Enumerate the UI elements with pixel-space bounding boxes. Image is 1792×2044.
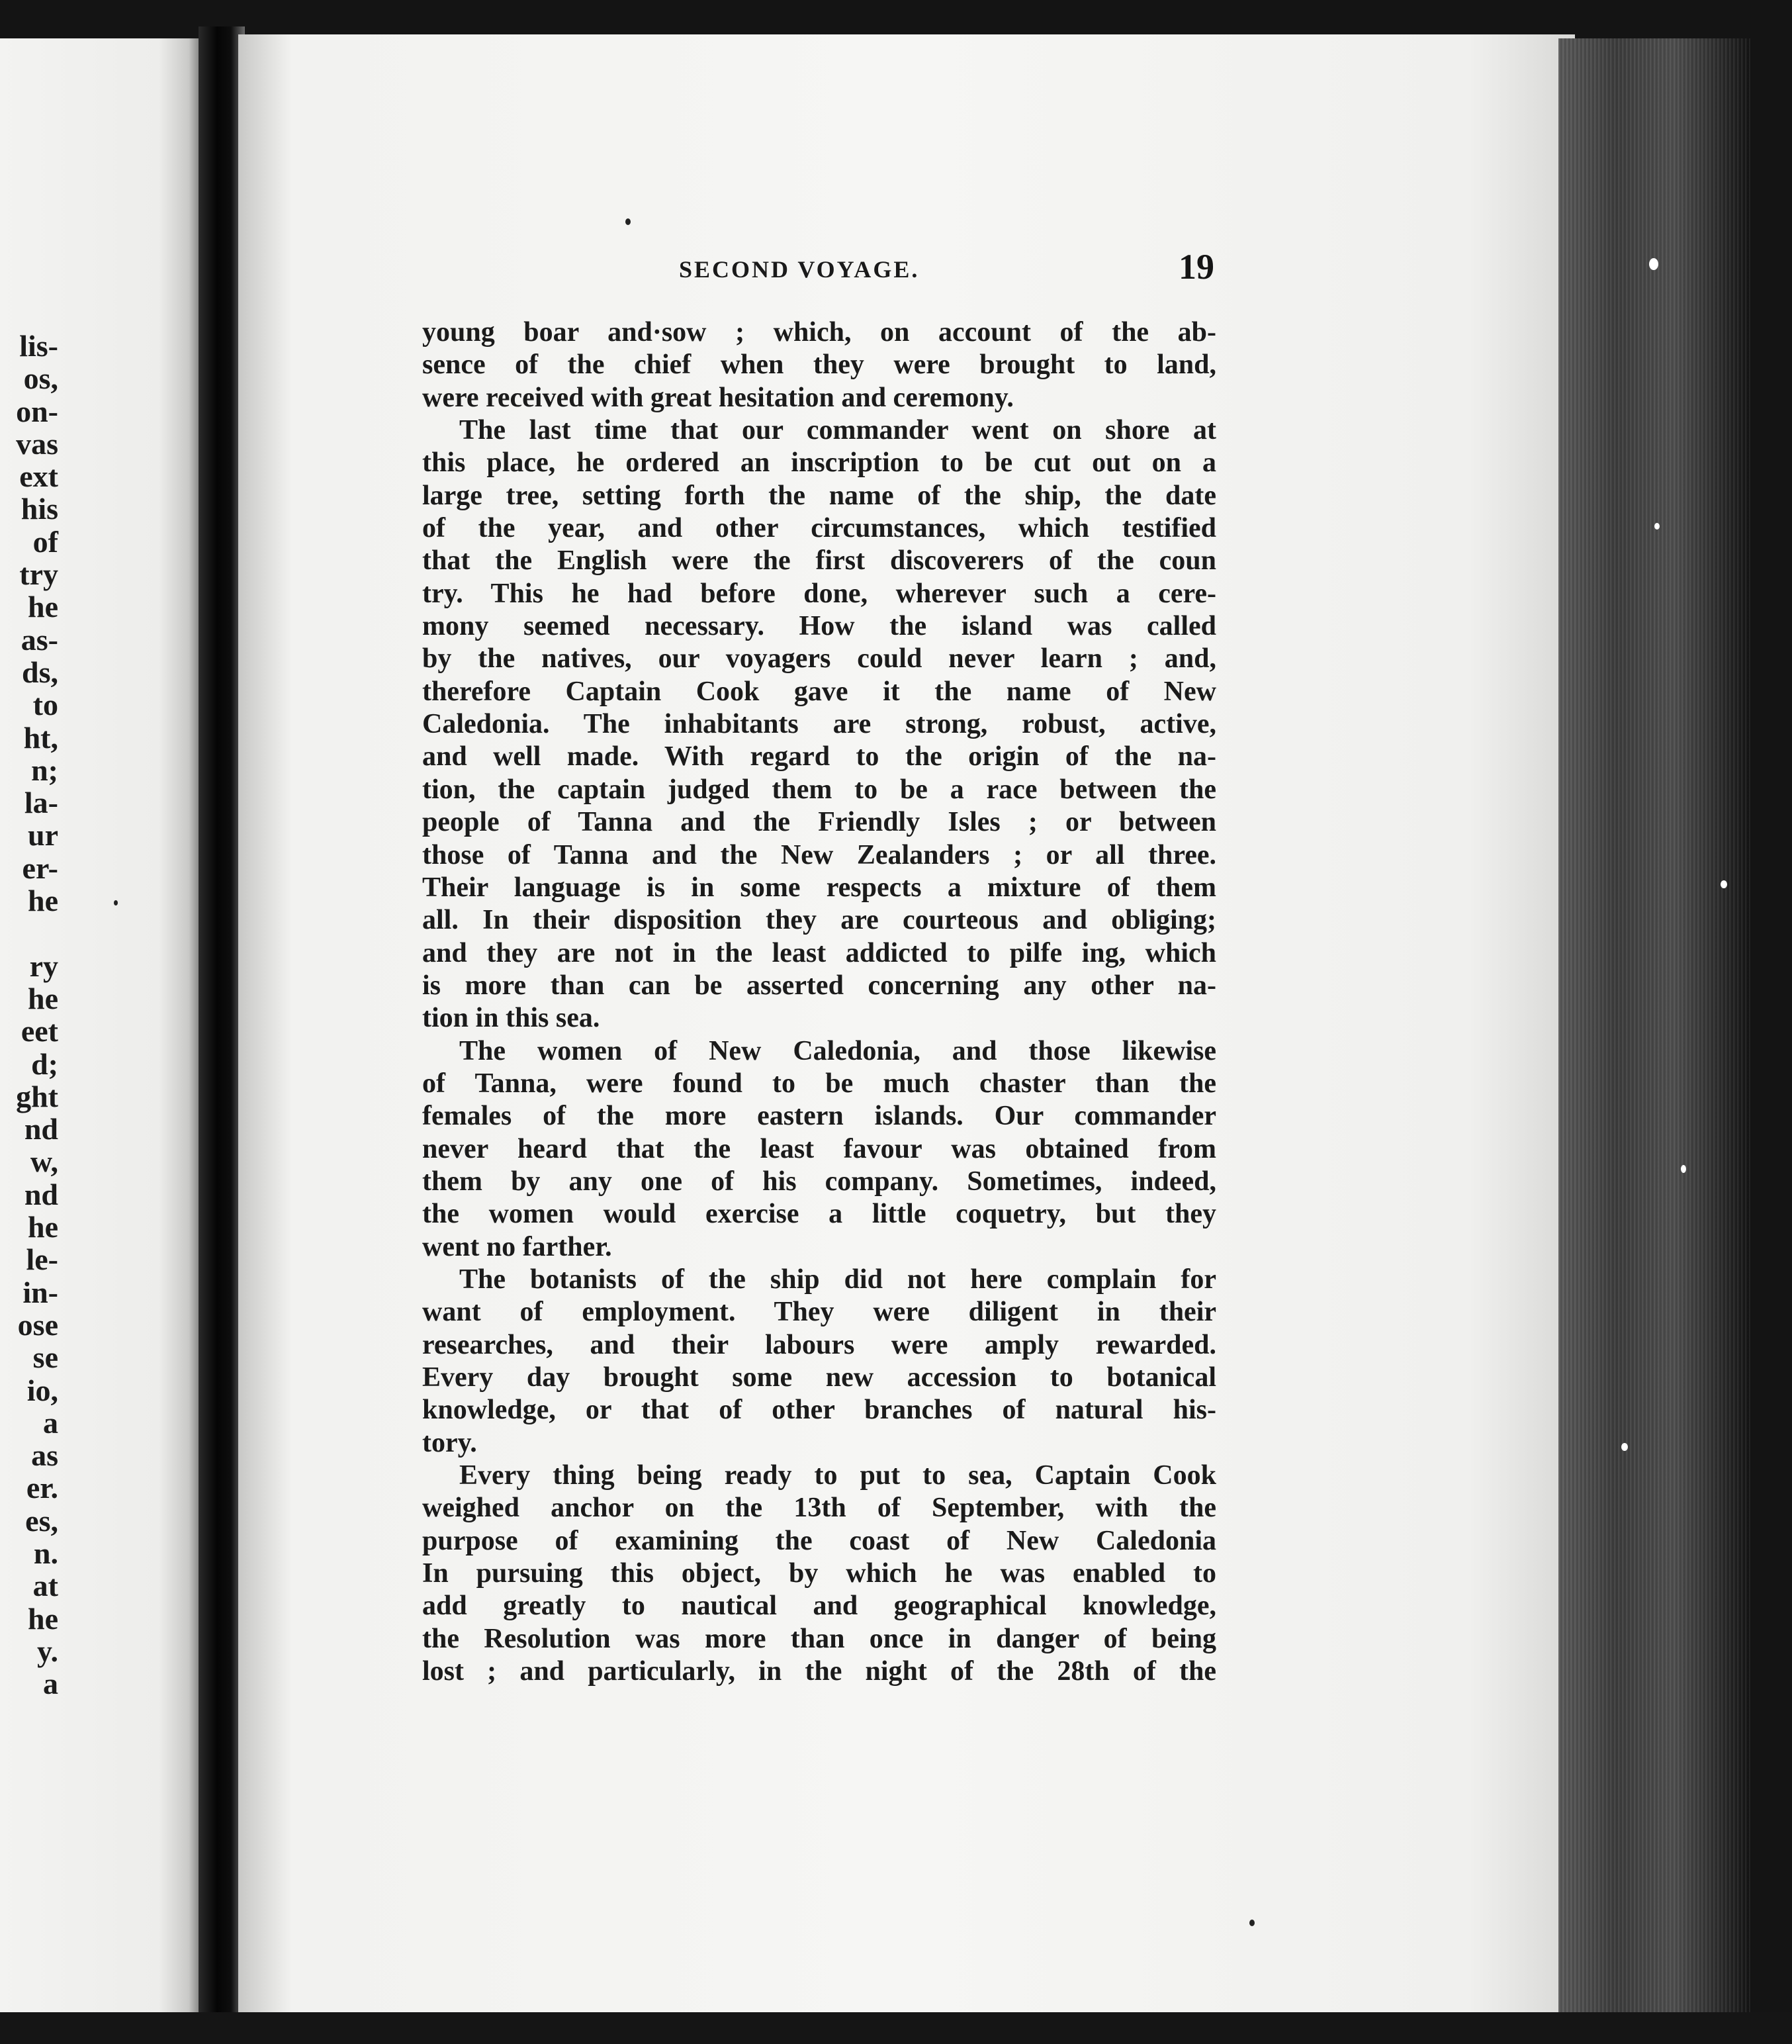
previous-page-line-end: he xyxy=(28,884,58,918)
text-line: The women of New Caledonia, and those likewise xyxy=(459,1035,1216,1066)
previous-page-line-end: of xyxy=(32,524,58,559)
previous-page-line-end: at xyxy=(32,1569,58,1603)
dust-speck xyxy=(114,900,118,906)
previous-page-line-end: n. xyxy=(33,1536,58,1570)
previous-page-line-end: he xyxy=(28,1210,58,1244)
dust-speck xyxy=(1249,1920,1255,1926)
text-line: all. In their disposition they are courteous and obliging; xyxy=(422,905,1216,936)
text-line: and well made. With regard to the origin of the na- xyxy=(422,741,1216,772)
page-number: 19 xyxy=(1179,247,1214,287)
previous-page-line-end: ry xyxy=(29,949,58,983)
previous-page-line-end: es, xyxy=(25,1503,58,1538)
text-line: purpose of examining the coast of New Caledonia xyxy=(422,1525,1216,1556)
previous-page-line-end: a xyxy=(43,1405,58,1440)
previous-page-line-end: to xyxy=(32,688,58,722)
previous-page-line-end: n; xyxy=(31,753,58,787)
previous-page-line-end: io, xyxy=(26,1373,58,1407)
previous-page-line-end: he xyxy=(28,1601,58,1636)
previous-page-line-end: vas xyxy=(16,426,58,461)
dust-speck xyxy=(1621,1443,1628,1451)
text-line: people of Tanna and the Friendly Isles ; or between xyxy=(422,807,1216,838)
previous-page-line-end: os, xyxy=(23,361,58,396)
previous-page-line-end: nd xyxy=(24,1177,58,1211)
text-line: of Tanna, were found to be much chaster than the xyxy=(422,1068,1216,1099)
previous-page-line-end: la- xyxy=(24,786,58,820)
previous-page-line-end: d; xyxy=(31,1046,58,1081)
text-line: went no farther. xyxy=(422,1231,612,1262)
text-line: add greatly to nautical and geographical knowledge, xyxy=(422,1591,1216,1622)
text-line: those of Tanna and the New Zealanders ; or all three. xyxy=(422,839,1216,870)
previous-page-line-end: his xyxy=(21,492,58,526)
previous-page-line-ends xyxy=(0,330,62,1700)
previous-page-line-end: nd xyxy=(24,1112,58,1146)
text-line: lost ; and particularly, in the night of the 28th of the xyxy=(422,1656,1216,1687)
previous-page-line-end: er. xyxy=(26,1471,58,1505)
text-line: the Resolution was more than once in danger of being xyxy=(422,1623,1216,1654)
previous-page-line-end: on- xyxy=(16,394,58,428)
previous-page-fragment xyxy=(0,38,199,2018)
previous-page-line-end: a xyxy=(43,1667,58,1701)
previous-page-line-end: ur xyxy=(28,818,58,853)
previous-page-line-end: he xyxy=(28,590,58,624)
text-line: young boar and·sow ; which, on account of the ab- xyxy=(422,317,1216,348)
previous-page-line-end: er- xyxy=(22,851,58,885)
text-line: weighed anchor on the 13th of September, with the xyxy=(422,1493,1216,1524)
dust-speck xyxy=(1654,523,1660,530)
text-line: Every thing being ready to put to sea, Captain Cook xyxy=(459,1460,1216,1491)
text-line: tion in this sea. xyxy=(422,1003,600,1034)
text-line: large tree, setting forth the name of the ship, the date xyxy=(422,480,1216,511)
previous-page-line-end: lis- xyxy=(19,329,58,363)
running-head: SECOND VOYAGE. xyxy=(679,256,920,283)
previous-page-line-end: ght xyxy=(16,1079,58,1113)
text-line: them by any one of his company. Sometimes, indeed, xyxy=(422,1166,1216,1197)
text-line: by the natives, our voyagers could never learn ; and, xyxy=(422,643,1216,674)
text-line: is more than can be asserted concerning any other na- xyxy=(422,970,1216,1001)
text-line: tion, the captain judged them to be a race between the xyxy=(422,774,1216,805)
text-line: Caledonia. The inhabitants are strong, robust, active, xyxy=(422,709,1216,740)
text-line: of the year, and other circumstances, which testified xyxy=(422,513,1216,544)
dust-speck xyxy=(1681,1165,1686,1173)
text-line: The last time that our commander went on shore at xyxy=(459,415,1216,446)
text-line: want of employment. They were diligent in their xyxy=(422,1297,1216,1328)
text-line: tory. xyxy=(422,1427,477,1458)
previous-page-line-end: ht, xyxy=(23,720,58,755)
text-line: were received with great hesitation and ceremony. xyxy=(422,382,1014,413)
previous-page-line-end: se xyxy=(32,1340,58,1375)
previous-page-line-end: le- xyxy=(26,1242,58,1277)
previous-page-line-end: w, xyxy=(30,1144,58,1179)
page-header xyxy=(679,247,1222,297)
text-line: In pursuing this object, by which he was enabled to xyxy=(422,1558,1216,1589)
text-line: this place, he ordered an inscription to be cut out on a xyxy=(422,447,1216,479)
text-line: never heard that the least favour was obtained from xyxy=(422,1133,1216,1164)
text-line: the women would exercise a little coquetry, but they xyxy=(422,1199,1216,1230)
text-line: therefore Captain Cook gave it the name of New xyxy=(422,676,1216,707)
scan-bottom-border xyxy=(0,2012,1792,2044)
text-line: mony seemed necessary. How the island was called xyxy=(422,611,1216,642)
previous-page-line-end: try xyxy=(19,557,58,592)
text-line: Their language is in some respects a mixture of them xyxy=(422,872,1216,903)
previous-page-line-end: eet xyxy=(21,1014,58,1048)
previous-page-line-end: as- xyxy=(21,622,58,657)
dust-speck xyxy=(1721,880,1727,888)
text-line: that the English were the first discoverers of the coun xyxy=(422,545,1216,577)
book-fore-edge xyxy=(1558,38,1750,2018)
dust-speck xyxy=(625,218,631,225)
dust-speck xyxy=(1649,258,1658,270)
previous-page-line-end: ose xyxy=(17,1307,58,1342)
previous-page-line-end: ext xyxy=(19,459,58,494)
previous-page-line-end xyxy=(0,917,58,949)
text-line: females of the more eastern islands. Our commander xyxy=(422,1101,1216,1132)
text-line: sence of the chief when they were brought to land, xyxy=(422,349,1216,381)
previous-page-line-end: ds, xyxy=(22,655,58,689)
text-line: researches, and their labours were amply rewarded. xyxy=(422,1329,1216,1360)
previous-page-line-end: y. xyxy=(37,1634,58,1668)
text-line: knowledge, or that of other branches of natural his- xyxy=(422,1395,1216,1426)
text-line: The botanists of the ship did not here complain for xyxy=(459,1264,1216,1295)
text-line: and they are not in the least addicted to pilfe ing, which xyxy=(422,937,1216,968)
body-text xyxy=(422,316,1216,1688)
previous-page-line-end: he xyxy=(28,981,58,1015)
text-line: try. This he had before done, wherever such a cere- xyxy=(422,578,1216,609)
previous-page-line-end: as xyxy=(31,1438,58,1473)
text-line: Every day brought some new accession to botanical xyxy=(422,1362,1216,1393)
previous-page-line-end: in- xyxy=(22,1275,58,1309)
